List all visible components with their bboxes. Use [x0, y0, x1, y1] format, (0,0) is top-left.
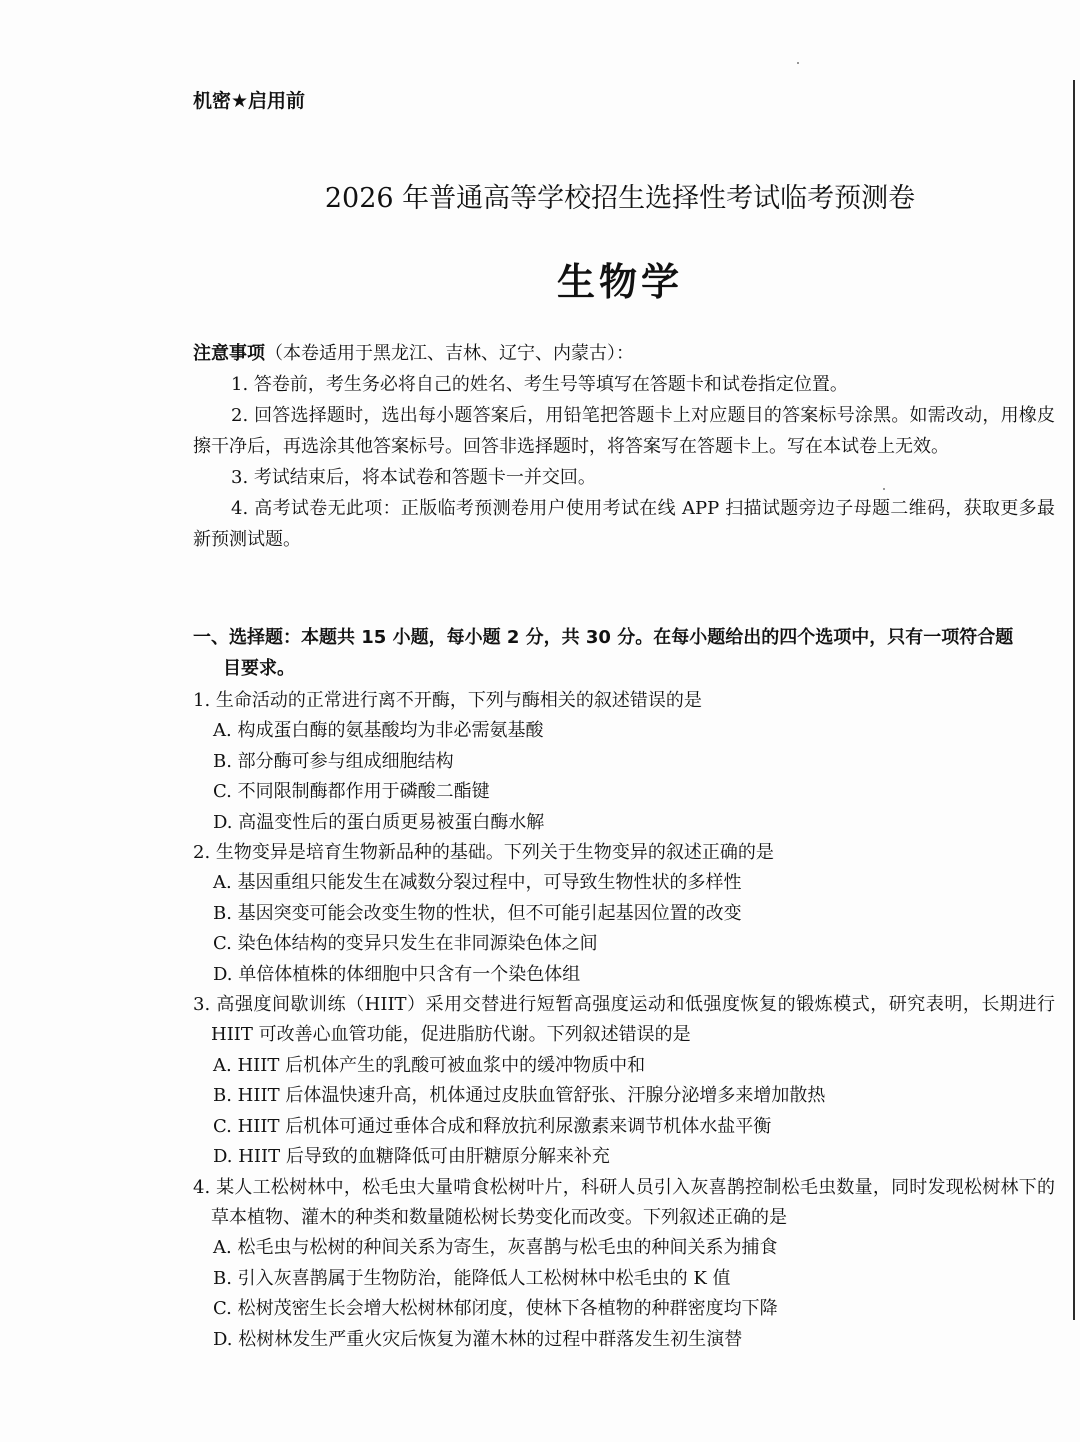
option-d: D. 单倍体植株的体细胞中只含有一个染色体组: [213, 963, 581, 985]
section-heading-line: 目要求。: [223, 658, 295, 679]
option-b: B. 基因突变可能会改变生物的性状，但不可能引起基因位置的改变: [213, 902, 742, 924]
option-b: B. HIIT 后体温快速升高，机体通过皮肤血管舒张、汗腺分泌增多来增加散热: [213, 1085, 826, 1107]
notice-item: 2. 回答选择题时，选出每小题答案后，用铅笔把答题卡上对应题目的答案标号涂黑。如需改动，用橡皮擦干净后，再选涂其他答案标号。回答非选择题时，将答案写在答题卡上。写在本试卷上无效。: [193, 405, 1055, 457]
notice-label: 注意事项: [193, 343, 265, 364]
section-heading-line: 一、选择题：本题共 15 小题，每小题 2 分，共 30 分。在每小题给出的四个选项中，只有一项符合题: [193, 627, 1014, 648]
question-stem: 3. 高强度间歇训练（HIIT）采用交替进行短暂高强度运动和低强度恢复的锻炼模式，研究表明，长期进行 HIIT 可改善心血管功能，促进脂肪代谢。下列叙述错误的是: [193, 994, 1055, 1046]
option-a: A. 基因重组只能发生在减数分裂过程中，可导致生物性状的多样性: [213, 872, 742, 894]
option-a: A. HIIT 后机体产生的乳酸可被血浆中的缓冲物质中和: [213, 1054, 646, 1076]
confidential-label: 机密★启用前: [193, 90, 306, 112]
option-c: C. 松树茂密生长会增大松树林郁闭度，使林下各植物的种群密度均下降: [213, 1298, 778, 1320]
exam-title: 2026 年普通高等学校招生选择性考试临考预测卷: [324, 183, 916, 214]
option-d: D. 松树林发生严重火灾后恢复为灌木林的过程中群落发生初生演替: [213, 1328, 743, 1350]
notice-heading: [193, 338, 1055, 369]
section-heading: [193, 622, 1055, 684]
notice-block: [193, 338, 1055, 555]
question-stem: 4. 某人工松树林中，松毛虫大量啃食松树叶片，科研人员引入灰喜鹊控制松毛虫数量，同时发现松树林下的草本植物、灌木的种类和数量随松树长势变化而改变。下列叙述正确的是: [193, 1176, 1055, 1228]
notice-item: 1. 答卷前，考生务必将自己的姓名、考生号等填写在答题卡和试卷指定位置。: [231, 374, 848, 395]
scan-speck: [797, 62, 799, 64]
question-3: [193, 990, 1055, 1172]
option-c: C. 染色体结构的变异只发生在非同源染色体之间: [213, 933, 598, 955]
option-a: A. 构成蛋白酶的氨基酸均为非必需氨基酸: [213, 720, 544, 742]
subject-title: 生物学: [556, 260, 683, 304]
notice-item: 3. 考试结束后，将本试卷和答题卡一并交回。: [231, 467, 596, 488]
option-d: D. 高温变性后的蛋白质更易被蛋白酶水解: [213, 811, 545, 833]
option-a: A. 松毛虫与松树的种间关系为寄生，灰喜鹊与松毛虫的种间关系为捕食: [213, 1237, 778, 1259]
option-c: C. HIIT 后机体可通过垂体合成和释放抗利尿激素来调节机体水盐平衡: [213, 1115, 772, 1137]
question-1: [193, 686, 1055, 838]
notice-item: 4. 高考试卷无此项：正版临考预测卷用户使用考试在线 APP 扫描试题旁边子母题二维码，获取更多最新预测试题。: [193, 498, 1055, 550]
option-d: D. HIIT 后导致的血糖降低可由肝糖原分解来补充: [213, 1146, 610, 1168]
question-list: [193, 686, 1055, 1355]
question-4: [193, 1173, 1055, 1355]
notice-scope: （本卷适用于黑龙江、吉林、辽宁、内蒙古）：: [265, 343, 634, 364]
option-c: C. 不同限制酶都作用于磷酸二酯键: [213, 781, 490, 803]
question-stem: 2. 生物变异是培育生物新品种的基础。下列关于生物变异的叙述正确的是: [193, 842, 774, 864]
option-b: B. 引入灰喜鹊属于生物防治，能降低人工松树林中松毛虫的 K 值: [213, 1267, 731, 1289]
option-b: B. 部分酶可参与组成细胞结构: [213, 750, 454, 772]
question-2: [193, 838, 1055, 990]
question-stem: 1. 生命活动的正常进行离不开酶，下列与酶相关的叙述错误的是: [193, 690, 702, 711]
